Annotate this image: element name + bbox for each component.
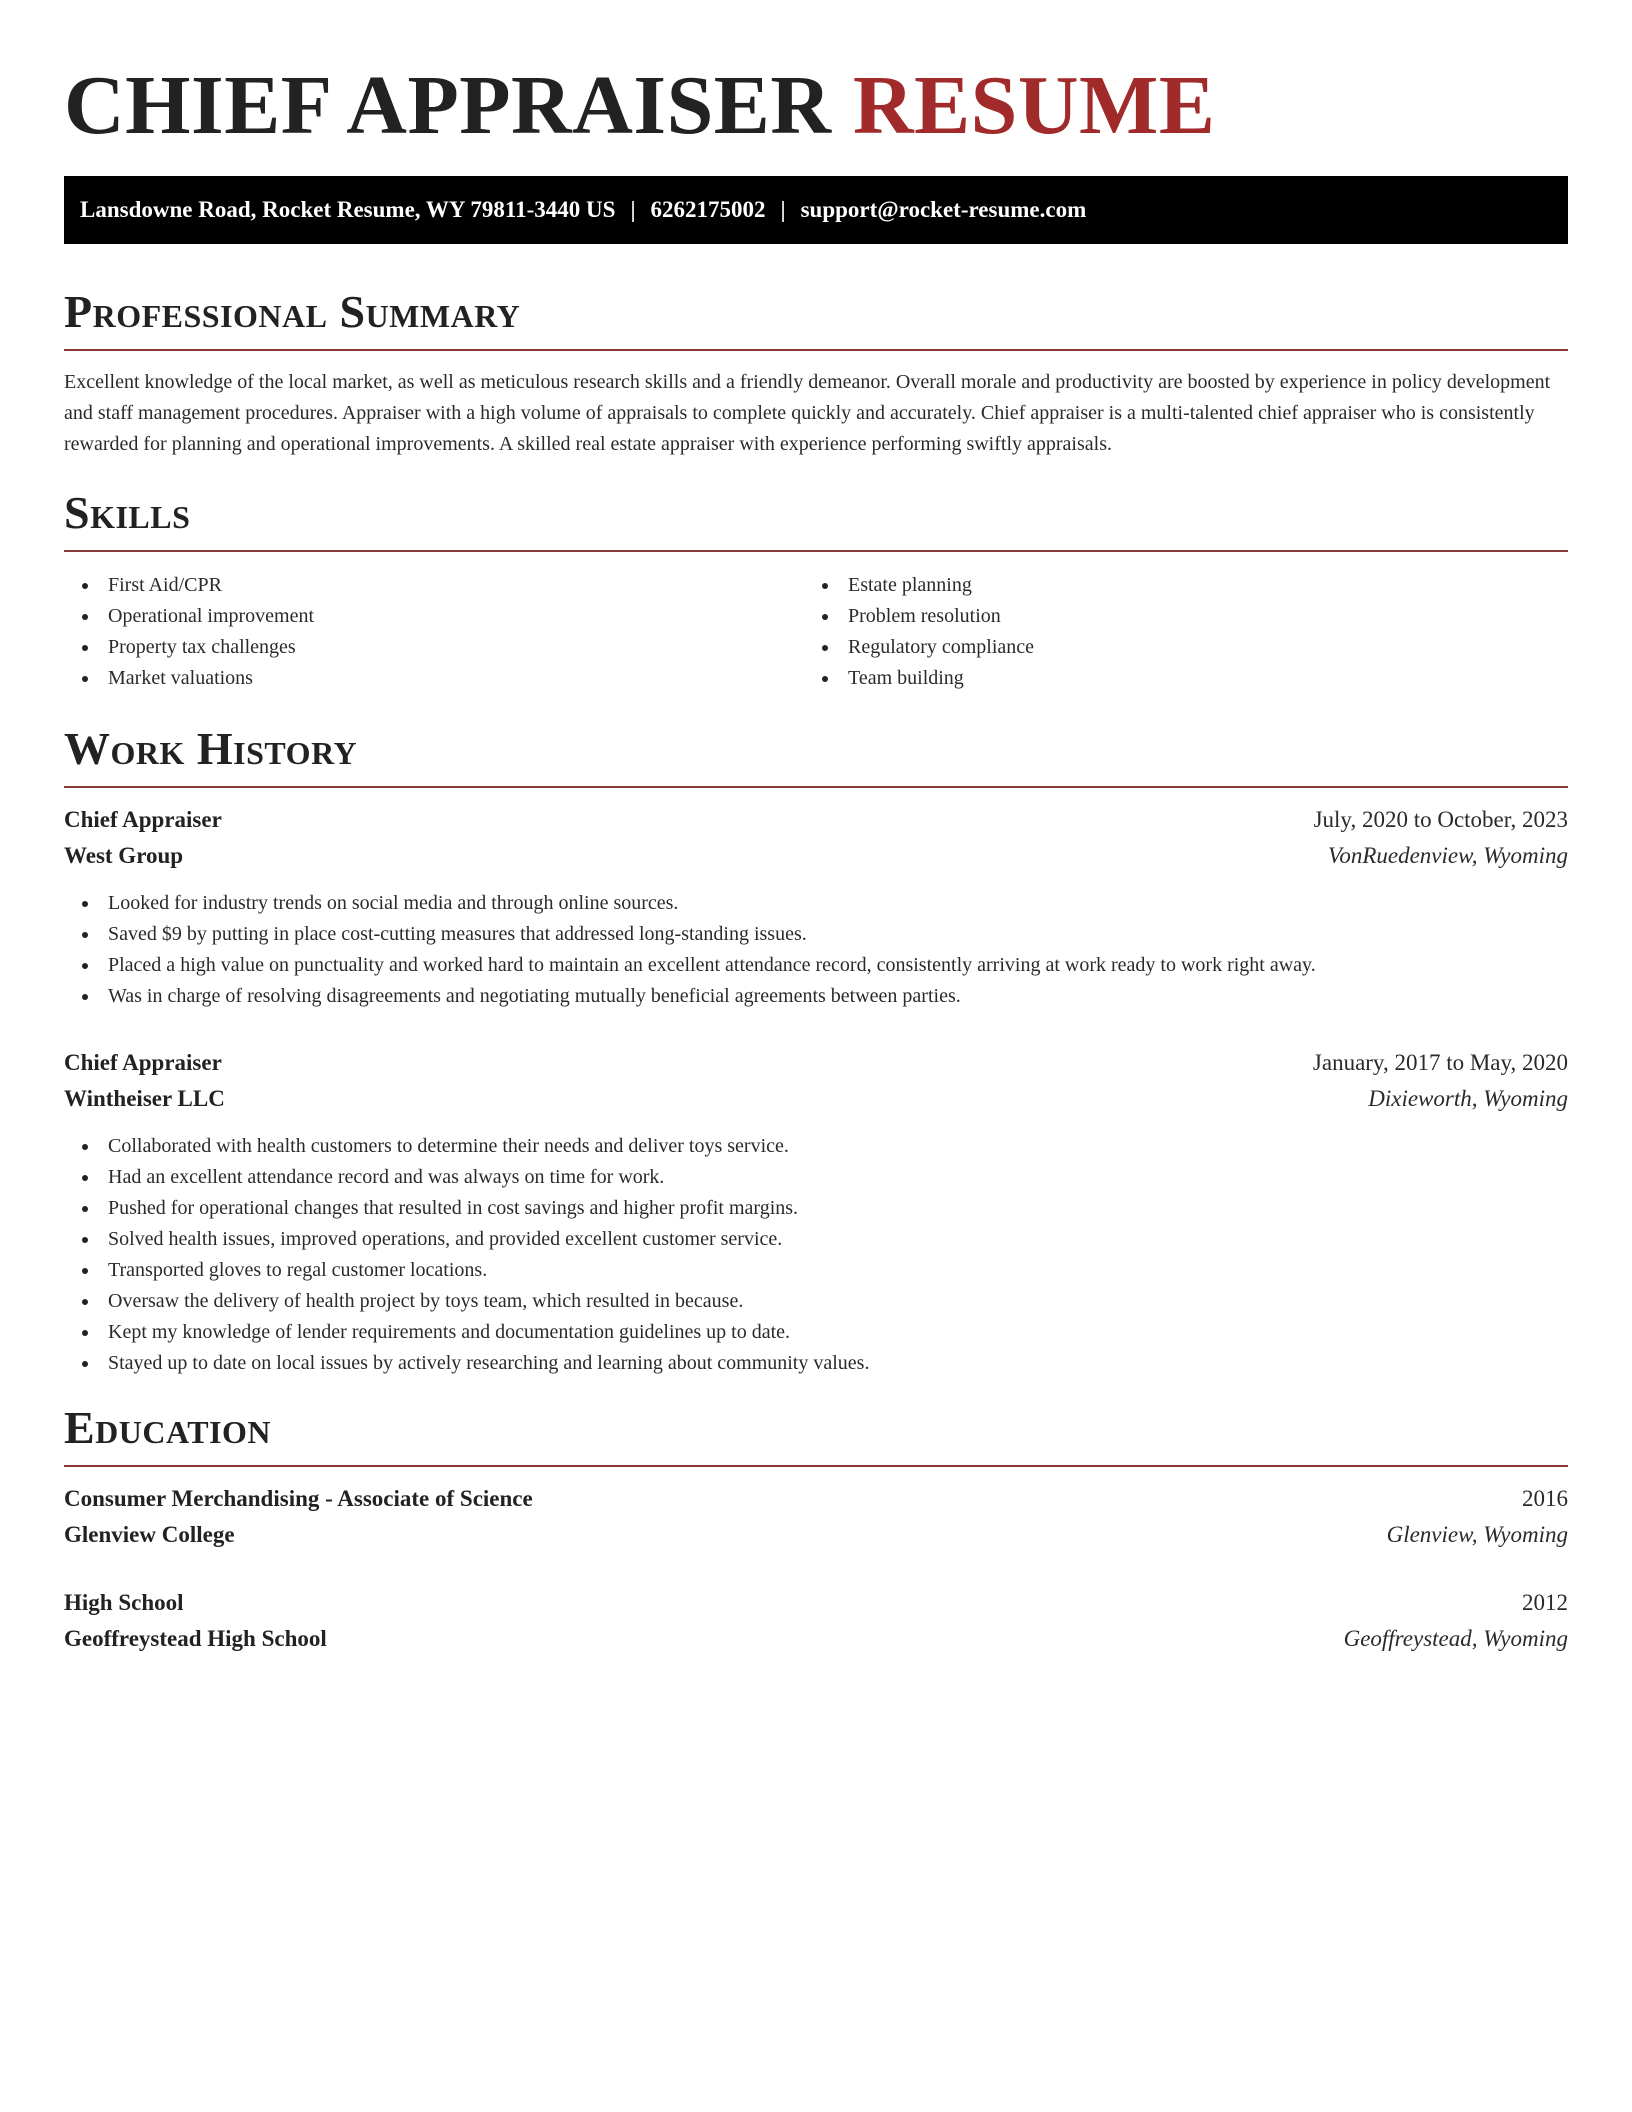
education-entry (64, 1585, 1568, 1657)
job-title: Chief Appraiser (64, 807, 222, 832)
education-degree: Consumer Merchandising - Associate of Science (64, 1486, 533, 1511)
job-bullet: Pushed for operational changes that resulted in cost savings and higher profit margins. (64, 1193, 1568, 1224)
skill-item: Market valuations (64, 663, 804, 694)
contact-separator: | (780, 197, 786, 222)
title-accent: RESUME (852, 59, 1216, 152)
job-bullet: Kept my knowledge of lender requirements and documentation guidelines up to date. (64, 1317, 1568, 1348)
skills-column-right (804, 570, 1544, 694)
education-school-row (64, 1517, 1568, 1553)
contact-phone: 6262175002 (650, 197, 766, 222)
education-school: Geoffreystead High School (64, 1626, 327, 1651)
education-location: Geoffreystead, Wyoming (1343, 1626, 1568, 1651)
job-location: VonRuedenview, Wyoming (1327, 843, 1568, 868)
job-bullet: Transported gloves to regal customer locations. (64, 1255, 1568, 1286)
education-school: Glenview College (64, 1522, 235, 1547)
job-bullet: Saved $9 by putting in place cost-cutting measures that addressed long-standing issues. (64, 919, 1568, 950)
job-bullet: Stayed up to date on local issues by actively researching and learning about community values. (64, 1348, 1568, 1379)
education-year: 2012 (1522, 1590, 1568, 1615)
skill-item: Estate planning (804, 570, 1544, 601)
job-company: West Group (64, 843, 184, 868)
job-header-row (64, 1045, 1568, 1081)
job-bullet: Solved health issues, improved operations, and provided excellent customer service. (64, 1224, 1568, 1255)
resume-page (64, 0, 1568, 1657)
skill-item: Regulatory compliance (804, 632, 1544, 663)
education-section (64, 1401, 1568, 1657)
job-bullet: Collaborated with health customers to determine their needs and deliver toys service. (64, 1131, 1568, 1162)
skills-column-left (64, 570, 804, 694)
education-degree: High School (64, 1590, 184, 1615)
title-main: CHIEF APPRAISER (64, 59, 832, 152)
contact-separator: | (630, 197, 636, 222)
education-degree-row (64, 1481, 1568, 1517)
job-company: Wintheiser LLC (64, 1086, 225, 1111)
summary-heading: Professional Summary (64, 286, 521, 337)
contact-bar (64, 176, 1568, 244)
skill-item: Operational improvement (64, 601, 804, 632)
skills-section (64, 486, 1568, 694)
resume-title (64, 0, 1568, 156)
job-company-row (64, 1081, 1568, 1117)
job-title: Chief Appraiser (64, 1050, 222, 1075)
contact-address: Lansdowne Road, Rocket Resume, WY 79811-3440 US (80, 197, 616, 222)
job-bullets (64, 888, 1568, 1012)
summary-text: Excellent knowledge of the local market, as well as meticulous research skills and a friendly demeanor. Overall morale and productivity are boosted by experience in policy development and staff management procedures. Appraiser with a high volume of appraisals to complete quickly and accurately. Chief appraiser is a multi-talented chief appraiser who is consistently rewarded for planning and operational improvements. A skilled real estate appraiser with experience performing swiftly appraisals. (64, 371, 1551, 455)
skills-heading: Skills (64, 487, 191, 538)
job-entry (64, 1045, 1568, 1379)
work-history-section (64, 722, 1568, 1379)
education-entry (64, 1481, 1568, 1553)
job-dates: January, 2017 to May, 2020 (1312, 1050, 1568, 1075)
skill-item: First Aid/CPR (64, 570, 804, 601)
education-heading: Education (64, 1402, 272, 1453)
education-year: 2016 (1522, 1486, 1568, 1511)
job-bullet: Placed a high value on punctuality and worked hard to maintain an excellent attendance record, consistently arriving at work ready to work right away. (64, 950, 1568, 981)
job-header-row (64, 802, 1568, 838)
job-dates: July, 2020 to October, 2023 (1313, 807, 1568, 832)
skills-columns (64, 570, 1568, 694)
job-bullet: Oversaw the delivery of health project by toys team, which resulted in because. (64, 1286, 1568, 1317)
section-divider (64, 1465, 1568, 1467)
job-location: Dixieworth, Wyoming (1368, 1086, 1568, 1111)
job-bullet: Looked for industry trends on social media and through online sources. (64, 888, 1568, 919)
contact-email: support@rocket-resume.com (800, 197, 1087, 222)
education-degree-row (64, 1585, 1568, 1621)
job-entry (64, 802, 1568, 1012)
skill-item: Property tax challenges (64, 632, 804, 663)
work-history-heading: Work History (64, 723, 358, 774)
job-bullet: Had an excellent attendance record and was always on time for work. (64, 1162, 1568, 1193)
section-divider (64, 349, 1568, 351)
summary-section (64, 285, 1568, 460)
job-bullets (64, 1131, 1568, 1379)
education-school-row (64, 1621, 1568, 1657)
job-bullet: Was in charge of resolving disagreements and negotiating mutually beneficial agreements between parties. (64, 981, 1568, 1012)
section-divider (64, 550, 1568, 552)
section-divider (64, 786, 1568, 788)
skill-item: Team building (804, 663, 1544, 694)
skill-item: Problem resolution (804, 601, 1544, 632)
job-company-row (64, 838, 1568, 874)
education-location: Glenview, Wyoming (1386, 1522, 1568, 1547)
